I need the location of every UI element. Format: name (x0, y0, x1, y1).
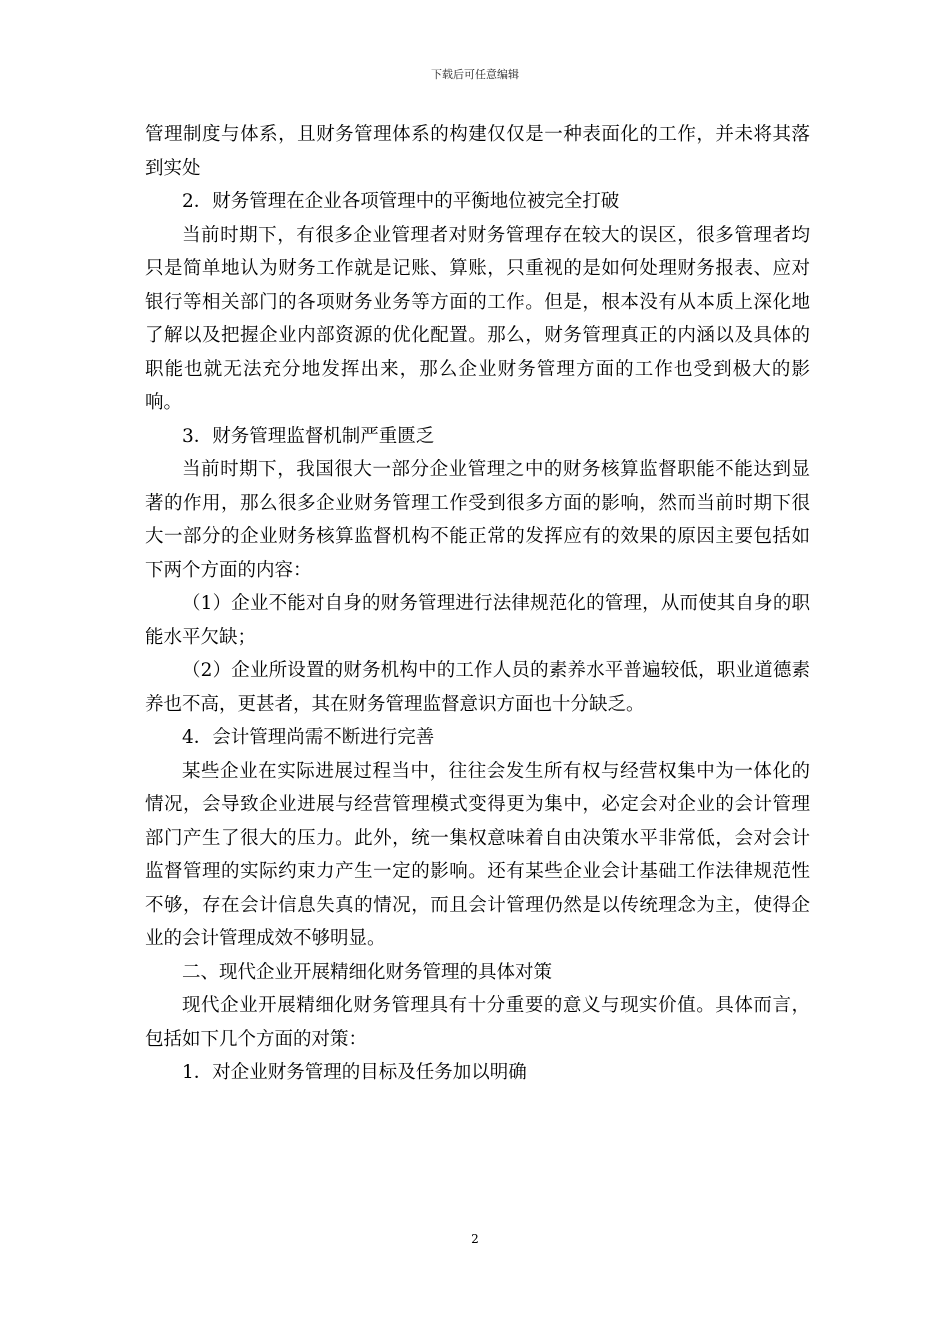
paragraph: 某些企业在实际进展过程当中，往往会发生所有权与经营权集中为一体化的情况，会导致企业进展与经营管理模式变得更为集中，必定会对企业的会计管理部门产生了很大的压力。此外，统一集权意味着自由决策水平非常低，会对会计监督管理的实际约束力产生一定的影响。还有某些企业会计基础工作法律规范性不够，存在会计信息失真的情况，而且会计管理仍然是以传统理念为主，使得企业的会计管理成效不够明显。 (145, 760, 810, 949)
list-item: （2）企业所设置的财务机构中的工作人员的素养水平普遍较低，职业道德素养也不高，更甚者，其在财务管理监督意识方面也十分缺乏。 (145, 660, 810, 715)
list-item: （1）企业不能对自身的财务管理进行法律规范化的管理，从而使其自身的职能水平欠缺； (145, 593, 810, 648)
paragraph: 管理制度与体系，且财务管理体系的构建仅仅是一种表面化的工作，并未将其落到实处 (145, 124, 810, 179)
section-heading: 4．会计管理尚需不断进行完善 (182, 727, 435, 748)
section-heading: 1．对企业财务管理的目标及任务加以明确 (182, 1062, 527, 1083)
paragraph: 现代企业开展精细化财务管理具有十分重要的意义与现实价值。具体而言，包括如下几个方面的对策： (145, 995, 810, 1050)
section-heading: 3．财务管理监督机制严重匮乏 (182, 425, 435, 447)
chapter-heading: 二、现代企业开展精细化财务管理的具体对策 (182, 961, 553, 983)
section-heading: 2．财务管理在企业各项管理中的平衡地位被完全打破 (182, 191, 620, 212)
page-number: 2 (471, 1232, 479, 1246)
paragraph: 当前时期下，我国很大一部分企业管理之中的财务核算监督职能不能达到显著的作用，那么很多企业财务管理工作受到很多方面的影响，然而当前时期下很大一部分的企业财务核算监督机构不能正常的发挥应有的效果的原因主要包括如下两个方面的内容： (145, 459, 810, 581)
document-body (145, 118, 810, 1090)
paragraph: 当前时期下，有很多企业管理者对财务管理存在较大的误区，很多管理者均只是简单地认为财务工作就是记账、算账，只重视的是如何处理财务报表、应对银行等相关部门的各项财务业务等方面的工作。但是，根本没有从本质上深化地了解以及把握企业内部资源的优化配置。那么，财务管理真正的内涵以及具体的职能也就无法充分地发挥出来，那么企业财务管理方面的工作也受到极大的影响。 (145, 224, 810, 413)
page-header: 下载后可任意编辑 (431, 68, 519, 81)
